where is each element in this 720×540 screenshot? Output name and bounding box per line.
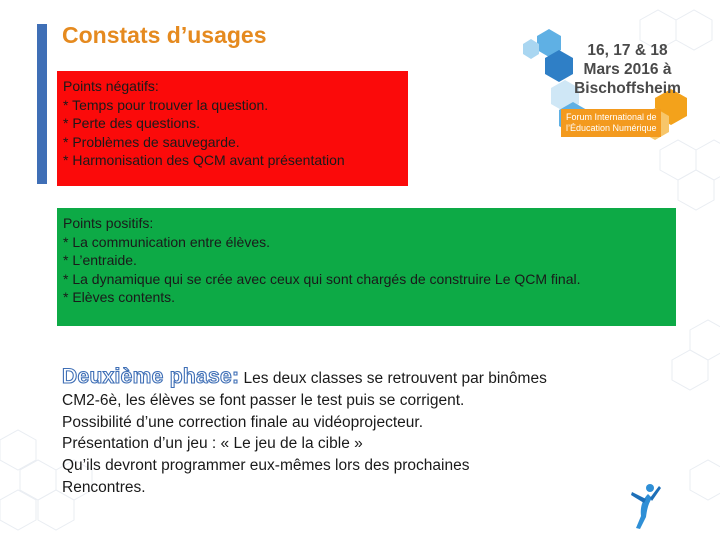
positive-points-box: [57, 208, 676, 326]
negative-point-item: * Harmonisation des QCM avant présentation: [63, 152, 345, 169]
title-accent-bar: [37, 24, 47, 184]
positive-point-item: * La communication entre élèves.: [63, 233, 270, 250]
second-phase-line: CM2-6è, les élèves se font passer le test puis se corrigent.: [62, 391, 465, 409]
event-date-line: 16, 17 & 18: [587, 42, 668, 59]
positive-points-heading: Points positifs:: [63, 215, 154, 231]
event-date-line: Mars 2016 à: [583, 61, 672, 78]
second-phase-section: [62, 366, 582, 499]
event-dates: [565, 41, 690, 98]
event-subtitle-line: l’Éducation Numérique: [566, 122, 657, 133]
negative-point-item: * Perte des questions.: [63, 115, 200, 132]
negative-points-heading: Points négatifs:: [63, 78, 159, 94]
positive-point-item: * L’entraide.: [63, 252, 137, 269]
second-phase-line: Qu’ils devront programmer eux-mêmes lors des prochaines: [62, 457, 470, 475]
event-subtitle-line: Forum International de: [566, 112, 657, 122]
second-phase-heading: Deuxième phase:: [62, 365, 240, 388]
negative-points-box: [57, 71, 408, 186]
negative-point-item: * Problèmes de sauvegarde.: [63, 133, 240, 150]
positive-point-item: * Elèves contents.: [63, 289, 176, 306]
second-phase-first-line: [62, 366, 582, 390]
event-subtitle: [563, 112, 660, 133]
second-phase-intro: Les deux classes se retrouvent par binômes: [239, 370, 547, 387]
jumping-figure-icon: [626, 482, 662, 530]
positive-point-item: * La dynamique qui se crée avec ceux qui sont chargés de construire Le QCM final.: [63, 270, 581, 287]
second-phase-line: Rencontres.: [62, 478, 146, 496]
slide-title: Constats d’usages: [62, 22, 267, 48]
event-date-line: Bischoffsheim: [574, 80, 681, 97]
negative-point-item: * Temps pour trouver la question.: [63, 96, 269, 113]
second-phase-line: Présentation d’un jeu : « Le jeu de la cible »: [62, 435, 363, 453]
second-phase-line: Possibilité d’une correction finale au vidéoprojecteur.: [62, 413, 424, 431]
